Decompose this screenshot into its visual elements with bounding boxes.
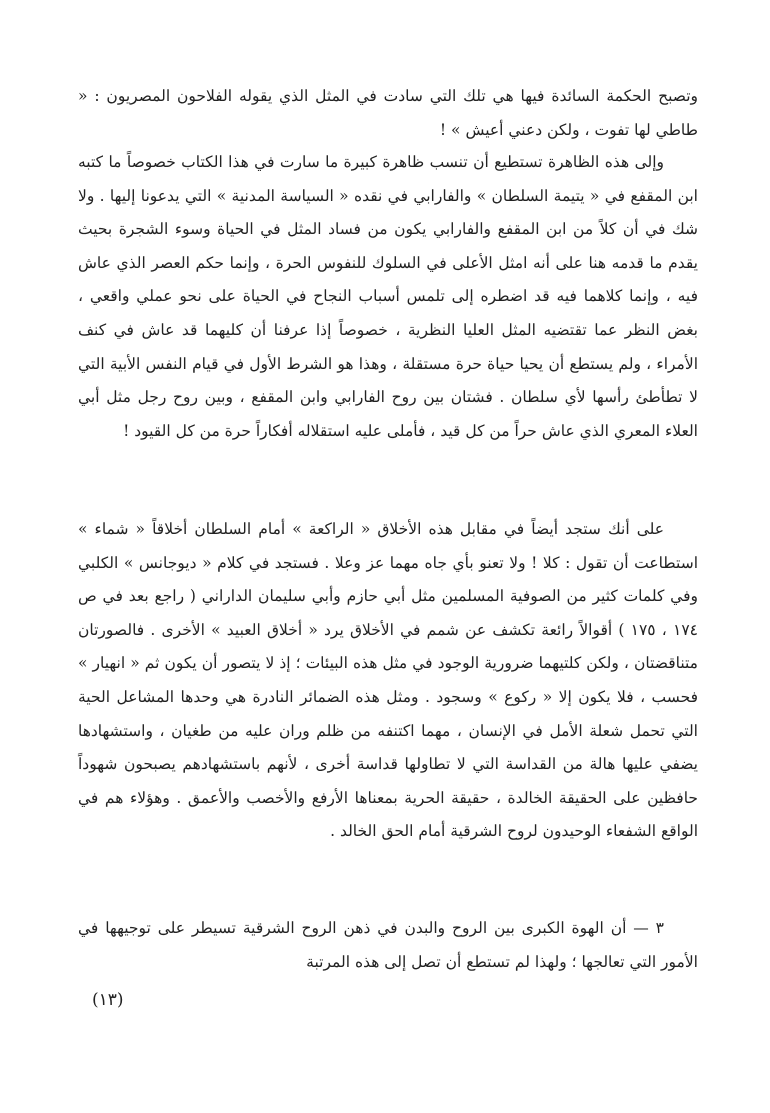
paragraph-proud-ethics bbox=[78, 513, 698, 849]
paragraph-text: وإلى هذه الظاهرة تستطيع أن تنسب ظاهرة كبيرة ما سارت في هذا الكتاب خصوصاً ما كتبه ابن المقفع في « يتيمة السلطان » والفارابي في نقده « السياسة المدنية » التي يدعونا إليها . ولا شك في أن كلاً من ابن المقفع والفارابي يكون من فساد المثل في الحياة وسوء الشجرة بحيث يقدم ما قدمه هنا على أنه امثل الأعلى في السلوك للنفوس الحرة ، وإنما حكم العصر الذي عاش فيه ، وإنما كلاهما فيه قد اضطره إلى تلمس أسباب النجاح في الحياة على نحو عملي واقعي ، بغض النظر عما تقتضيه المثل العليا النظرية ، خصوصاً إذا عرفنا أن كليهما قد عاش في كنف الأمراء ، ولم يستطع أن يحيا حياة حرة مستقلة ، وهذا هو الشرط الأول في قيام النفس الأبية التي لا تطأطئ رأسها لأي سلطان . فشتان بين روح الفارابي وابن المقفع ، وبين روح رجل مثل أبي العلاء المعري الذي عاش حراً من كل قيد ، فأملى عليه استقلاله أفكاراً حرة من كل القيود ! bbox=[78, 153, 698, 440]
paragraph-point-three bbox=[78, 912, 698, 979]
paragraph-ibn-muqaffa-farabi bbox=[78, 146, 698, 448]
page-number: (١٣) bbox=[92, 990, 124, 1010]
paragraph-text: ٣ — أن الهوة الكبرى بين الروح والبدن في ذهن الروح الشرقية تسيطر على توجيهها في الأمور التي تعالجها ؛ ولهذا لم تستطع أن تصل إلى هذه المرتبة bbox=[78, 919, 698, 971]
paragraph-text: على أنك ستجد أيضاً في مقابل هذه الأخلاق « الراكعة » أمام السلطان أخلاقاً « شماء » استطاعت أن تقول : كلا ! ولا تعنو بأي جاه مهما عز وعلا . فستجد في كلام « ديوجانس » الكلبي وفي كلمات كثير من الصوفية المسلمين مثل أبي حازم وأبي سليمان الداراني ( راجع بعد في ص ١٧٤ ، ١٧٥ ) أقوالاً رائعة تكشف عن شمم في الأخلاق يرد « أخلاق العبيد » الأخرى . فالصورتان متناقضتان ، ولكن كلتيهما ضرورية الوجود في مثل هذه البيئات ؛ إذ لا يتصور أن يكون ثم « انهيار » فحسب ، فلا يكون إلا « ركوع » وسجود . ومثل هذه الضمائر النادرة هي وحدها المشاعل الحية التي تحمل شعلة الأمل في الإنسان ، مهما اكتنفه من ظلم وران عليه من طغيان ، واستشهادها يضفي عليها هالة من القداسة التي لا تطاولها قداسة أخرى ، لأنهم باستشهادهم يصبحون شهوداً حافظين على الحقيقة الخالدة ، حقيقة الحرية بمعناها الأرفع والأخصب والأعمق . وهؤلاء هم في الواقع الشفعاء الوحيدون لروح الشرقية أمام الحق الخالد . bbox=[78, 520, 698, 841]
paragraph-continuation bbox=[78, 80, 698, 147]
paragraph-text: وتصبح الحكمة السائدة فيها هي تلك التي سادت في المثل الذي يقوله الفلاحون المصريون : « طاطي لها تفوت ، ولكن دعني أعيش » ! bbox=[78, 87, 698, 139]
